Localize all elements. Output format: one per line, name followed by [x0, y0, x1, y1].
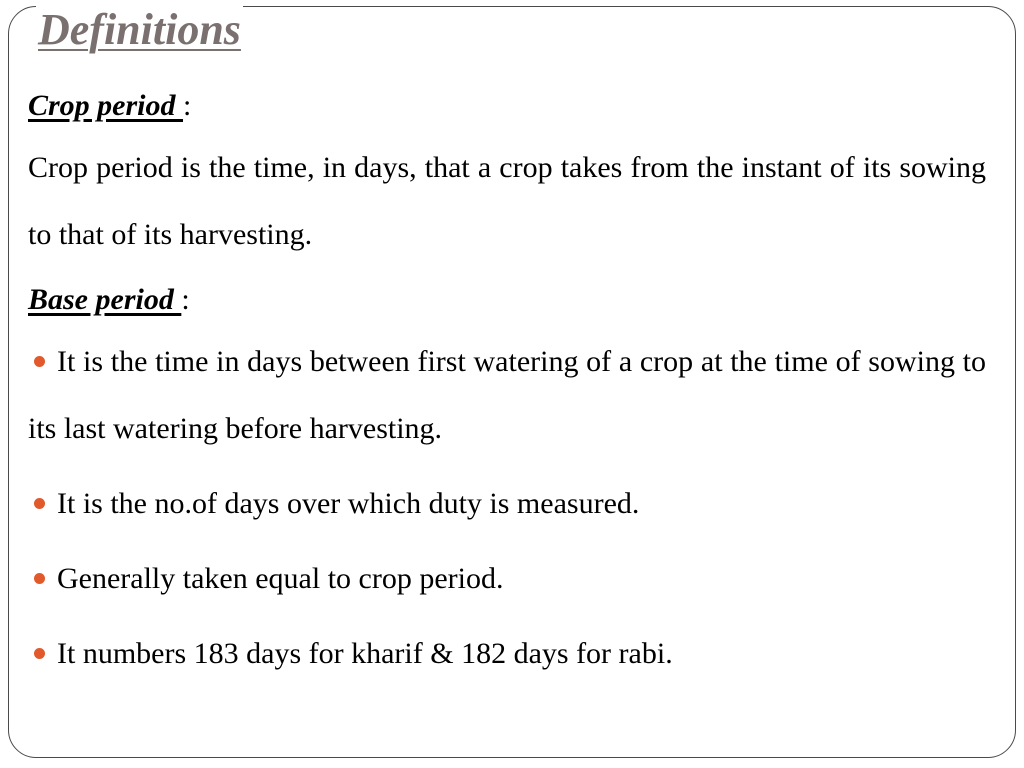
base-period-term: Base period — [28, 283, 182, 316]
base-period-bullet-list — [28, 328, 986, 687]
crop-period-colon: : — [183, 89, 192, 122]
bullet-text: Generally taken equal to crop period. — [57, 562, 504, 595]
list-item — [28, 470, 986, 537]
crop-period-heading — [28, 84, 986, 128]
list-item — [28, 545, 986, 612]
bullet-text: It is the no.of days over which duty is measured. — [57, 487, 640, 520]
base-period-colon: : — [181, 283, 190, 316]
crop-period-definition: Crop period is the time, in days, that a crop takes from the instant of its sowing to that of its harvesting. — [28, 151, 986, 251]
bullet-text: It is the time in days between first watering of a crop at the time of sowing to its last watering before harvesting. — [28, 345, 986, 445]
bullet-text: It numbers 183 days for kharif & 182 days for rabi. — [57, 637, 673, 670]
list-item — [28, 620, 986, 687]
slide-content — [28, 84, 986, 687]
slide-title: Definitions — [36, 4, 243, 57]
base-period-heading — [28, 278, 986, 322]
bullet-dot-icon — [34, 498, 45, 509]
bullet-dot-icon — [34, 356, 45, 367]
crop-period-term: Crop period — [28, 89, 184, 122]
list-item — [28, 328, 986, 462]
bullet-dot-icon — [34, 648, 45, 659]
bullet-dot-icon — [34, 573, 45, 584]
